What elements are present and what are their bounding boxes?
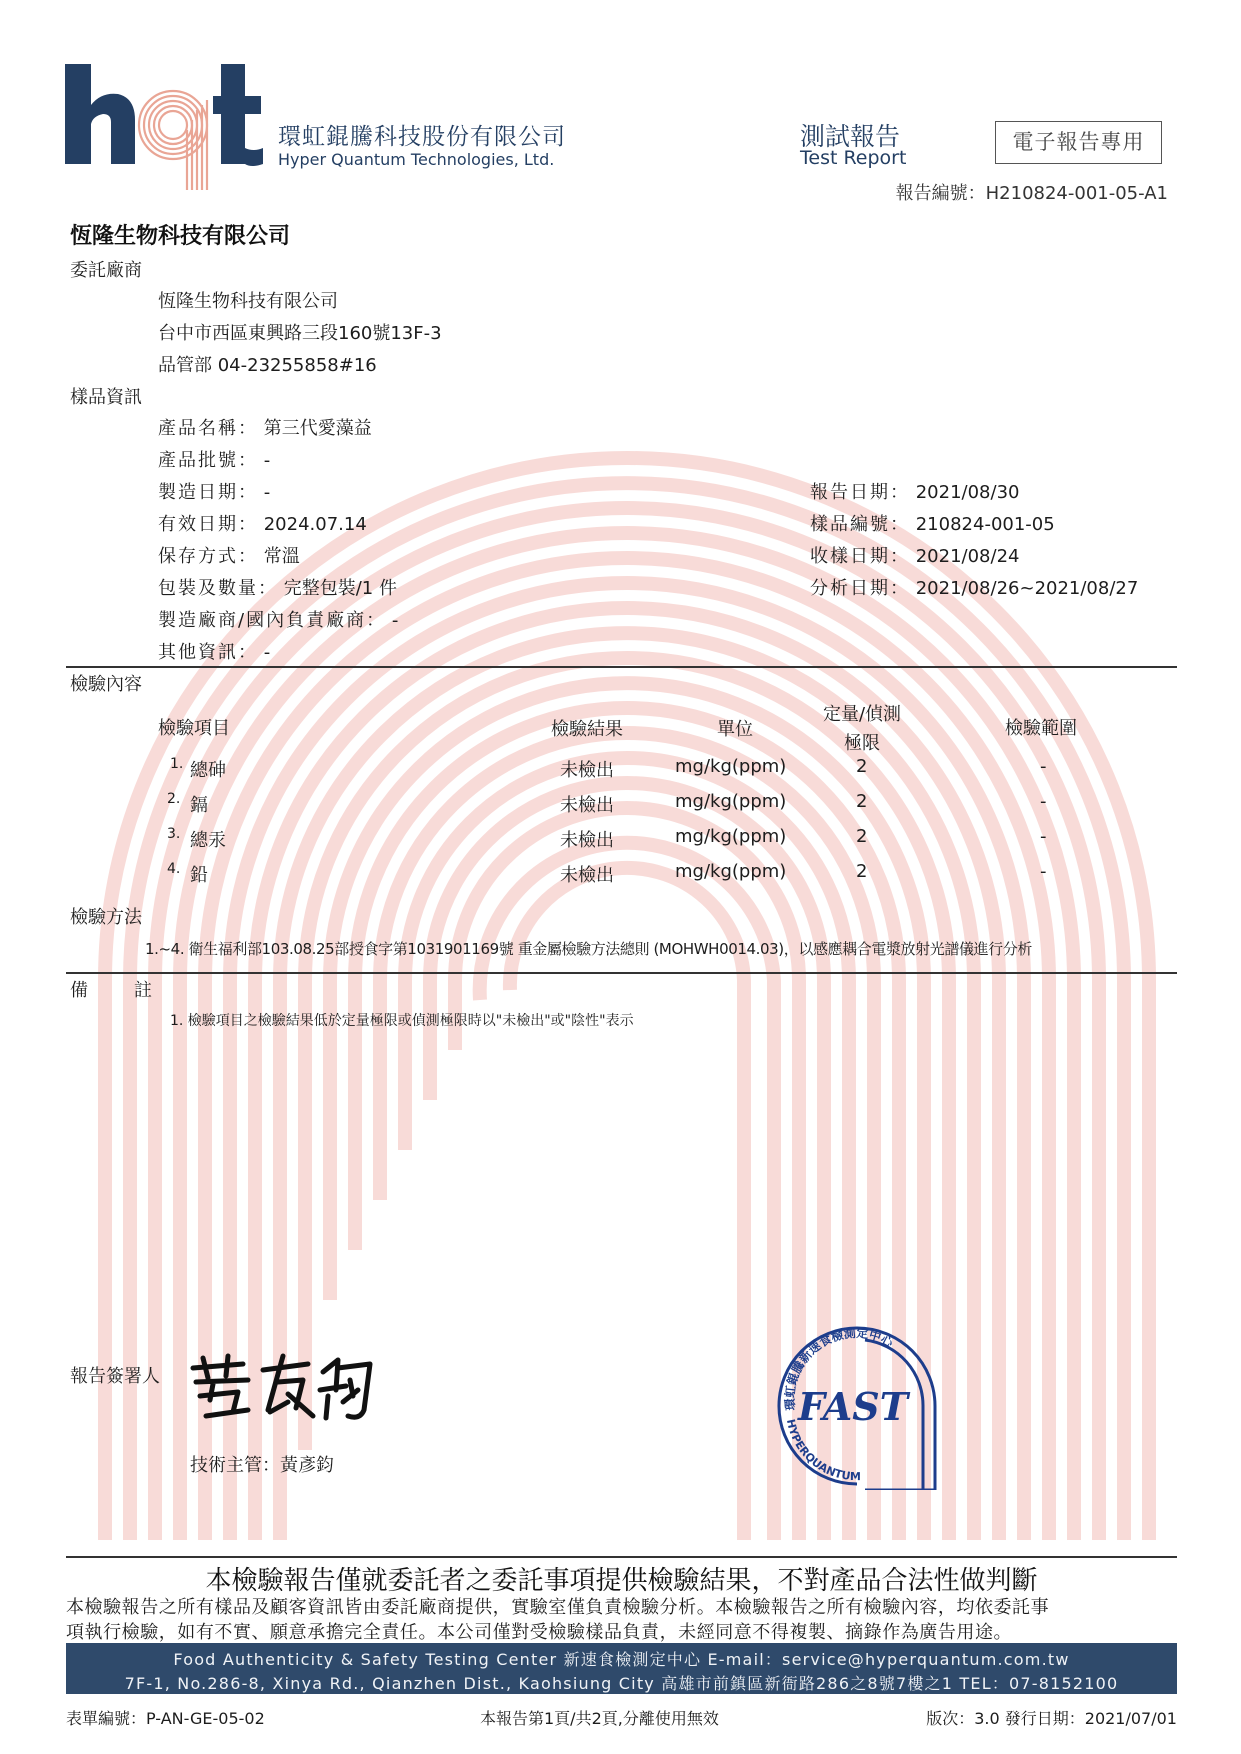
row-limit: 2 xyxy=(856,756,868,777)
report-date-value: 2021/08/30 xyxy=(915,482,1020,503)
sample-field-label: 包裝及數量： xyxy=(158,578,278,599)
row-item: 鎘 xyxy=(190,795,208,816)
col-header-item: 檢驗項目 xyxy=(158,718,230,739)
seal-bottom-text: HYPERQUANTUM xyxy=(783,1417,861,1484)
report-date-label: 報告日期： xyxy=(810,482,910,503)
client-name: 恆隆生物科技有限公司 xyxy=(158,291,338,312)
received-date-field xyxy=(810,542,1019,568)
row-result: 未檢出 xyxy=(560,865,614,886)
row-unit: mg/kg(ppm) xyxy=(675,826,787,847)
sample-field xyxy=(158,446,270,472)
sample-field xyxy=(158,478,270,504)
sample-field xyxy=(158,542,300,568)
sample-field xyxy=(158,606,398,632)
signature-label: 報告簽署人 xyxy=(70,1366,160,1387)
row-limit: 2 xyxy=(856,861,868,882)
page-info: 本報告第1頁/共2頁,分離使用無效 xyxy=(480,1709,719,1728)
sample-number-label: 樣品編號： xyxy=(810,514,910,535)
sample-field xyxy=(158,414,372,440)
col-header-limit-line2: 極限 xyxy=(844,733,880,754)
row-result: 未檢出 xyxy=(560,795,614,816)
handwritten-signature xyxy=(188,1350,378,1425)
disclaimer-line1: 本檢驗報告之所有樣品及顧客資訊皆由委託廠商提供，實驗室僅負責檢驗分析。本檢驗報告之所有檢驗內容，均依委託事 xyxy=(66,1597,1050,1618)
row-item: 總汞 xyxy=(190,830,226,851)
footer-bar-line2: 7F-1, No.286-8, Xinya Rd., Qianzhen Dist., Kaohsiung City 高雄市前鎮區新衙路286之8號7樓之1 TEL：07-8152100 xyxy=(124,1674,1119,1693)
report-title-en: Test Report xyxy=(800,147,907,169)
client-title: 恆隆生物科技有限公司 xyxy=(70,224,291,249)
sample-field-value: - xyxy=(263,450,271,471)
received-date-value: 2021/08/24 xyxy=(915,546,1020,567)
remarks-label-b: 註 xyxy=(134,980,152,1001)
hqt-logo-icon xyxy=(63,60,268,195)
received-date-label: 收樣日期： xyxy=(810,546,910,567)
signer-name: 技術主管：黃彥鈞 xyxy=(190,1455,334,1476)
row-item: 鉛 xyxy=(190,865,208,886)
row-number: 2. xyxy=(167,791,181,807)
sample-field-value: - xyxy=(391,610,399,631)
col-header-range: 檢驗範圍 xyxy=(1005,718,1077,739)
company-name-en: Hyper Quantum Technologies, Ltd. xyxy=(278,150,555,169)
row-limit: 2 xyxy=(856,791,868,812)
remarks-text: 1. 檢驗項目之檢驗結果低於定量極限或偵測極限時以"未檢出"或"陰性"表示 xyxy=(170,1013,634,1029)
row-range: - xyxy=(1040,791,1047,812)
col-header-result: 檢驗結果 xyxy=(551,719,623,740)
sample-field-label: 保存方式： xyxy=(158,546,258,567)
col-header-limit xyxy=(800,700,924,758)
row-unit: mg/kg(ppm) xyxy=(675,791,787,812)
col-header-unit: 單位 xyxy=(717,719,753,740)
remarks-label-a: 備 xyxy=(70,980,88,1001)
sample-field xyxy=(158,638,270,664)
row-range: - xyxy=(1040,826,1047,847)
row-number: 3. xyxy=(167,826,181,842)
seal-center-text: FAST xyxy=(798,1384,908,1429)
row-result: 未檢出 xyxy=(560,760,614,781)
sample-field-label: 產品批號： xyxy=(158,450,258,471)
electronic-report-label: 電子報告專用 xyxy=(1012,130,1145,154)
sample-field xyxy=(158,510,367,536)
row-number: 4. xyxy=(167,861,181,877)
row-limit: 2 xyxy=(856,826,868,847)
client-address: 台中市西區東興路三段160號13F-3 xyxy=(158,323,442,344)
sample-field-value: 2024.07.14 xyxy=(263,514,367,535)
table-row xyxy=(0,826,1241,856)
table-row xyxy=(0,791,1241,821)
sample-section-label: 樣品資訊 xyxy=(70,387,142,408)
client-section-label: 委託廠商 xyxy=(70,260,142,281)
sample-field-label: 其他資訊： xyxy=(158,642,258,663)
table-row xyxy=(0,861,1241,891)
fast-seal xyxy=(765,1310,950,1490)
footer-bar-line1: Food Authenticity & Safety Testing Center 新速食檢測定中心 E-mail：service@hyperquantum.com.tw xyxy=(173,1650,1070,1669)
analysis-date-value: 2021/08/26~2021/08/27 xyxy=(915,578,1139,599)
sample-field-value: - xyxy=(263,642,271,663)
table-row xyxy=(0,756,1241,786)
col-header-limit-line1: 定量/偵測 xyxy=(822,704,902,725)
sample-field-value: - xyxy=(263,482,271,503)
company-logo xyxy=(63,60,268,195)
sample-number-value: 210824-001-05 xyxy=(915,514,1055,535)
report-number-label: 報告編號： xyxy=(895,183,986,204)
row-range: - xyxy=(1040,756,1047,777)
report-number xyxy=(896,179,1168,205)
report-number-value: H210824-001-05-A1 xyxy=(985,183,1168,204)
sample-number-field xyxy=(810,510,1055,536)
method-section-label: 檢驗方法 xyxy=(70,907,142,928)
row-unit: mg/kg(ppm) xyxy=(675,756,787,777)
row-number: 1. xyxy=(170,756,184,772)
analysis-date-field xyxy=(810,574,1138,600)
report-title-cn: 測試報告 xyxy=(800,122,901,151)
sample-field-label: 產品名稱： xyxy=(158,418,258,439)
company-name-cn: 環虹錕騰科技股份有限公司 xyxy=(278,124,566,150)
sample-field-value: 第三代愛藻益 xyxy=(263,418,372,439)
disclaimer-line2: 項執行檢驗，如有不實、願意承擔完全責任。本公司僅對受檢驗樣品負責，未經同意不得複製、摘錄作為廣告用途。 xyxy=(66,1622,1013,1643)
footer-contact-bar xyxy=(66,1643,1177,1694)
divider xyxy=(66,1556,1177,1558)
divider xyxy=(66,972,1177,974)
tests-section-label: 檢驗內容 xyxy=(70,674,142,695)
sample-field-label: 有效日期： xyxy=(158,514,258,535)
row-item: 總砷 xyxy=(190,760,226,781)
version-info: 版次：3.0 發行日期：2021/07/01 xyxy=(926,1709,1177,1728)
analysis-date-label: 分析日期： xyxy=(810,578,910,599)
row-range: - xyxy=(1040,861,1047,882)
sample-field-value: 完整包裝/1 件 xyxy=(283,578,397,599)
electronic-report-box xyxy=(995,121,1162,164)
divider xyxy=(66,666,1177,668)
sample-field xyxy=(158,574,397,600)
form-number: 表單編號：P-AN-GE-05-02 xyxy=(66,1709,265,1728)
method-text: 1.~4. 衛生福利部103.08.25部授食字第1031901169號 重金屬檢驗方法總則 (MOHWH0014.03)，以感應耦合電漿放射光譜儀進行分析 xyxy=(145,940,1032,958)
row-result: 未檢出 xyxy=(560,830,614,851)
sample-field-label: 製造日期： xyxy=(158,482,258,503)
report-date-field xyxy=(810,478,1019,504)
sample-field-value: 常溫 xyxy=(263,546,300,567)
row-unit: mg/kg(ppm) xyxy=(675,861,787,882)
disclaimer-headline: 本檢驗報告僅就委託者之委託事項提供檢驗結果，不對產品合法性做判斷 xyxy=(205,1566,1038,1596)
client-contact: 品管部 04-23255858#16 xyxy=(158,355,377,376)
sample-field-label: 製造廠商/國內負責廠商： xyxy=(158,610,387,631)
seal-top-text: 環虹錕騰新速食檢測定中心 xyxy=(782,1325,896,1411)
